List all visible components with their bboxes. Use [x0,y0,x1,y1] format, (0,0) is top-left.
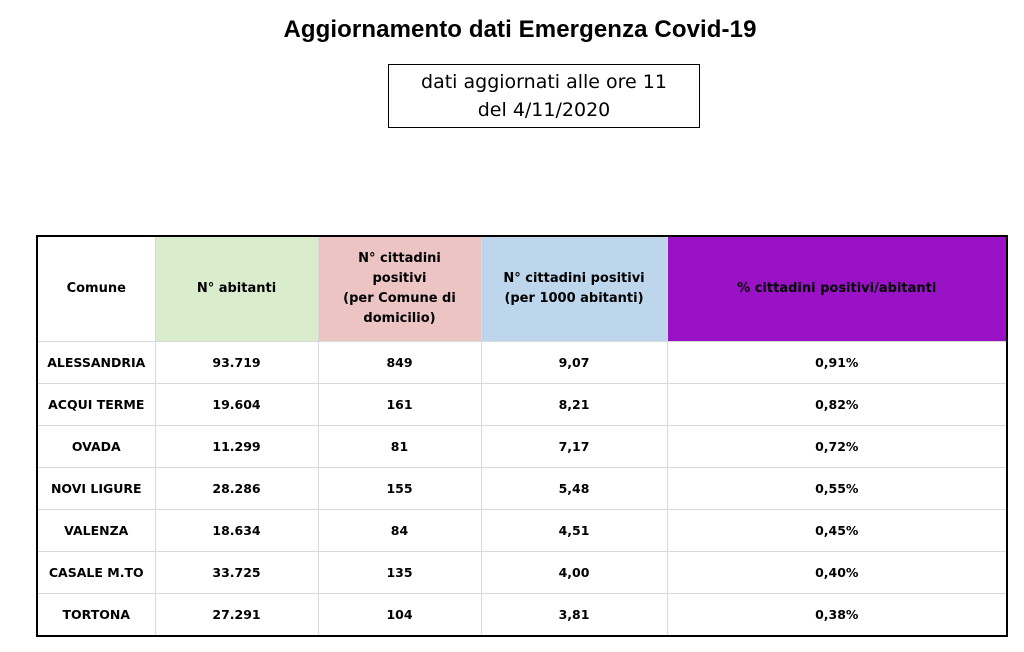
table-row [37,384,1007,426]
cell-per1000: 4,00 [481,552,667,594]
cell-abitanti: 19.604 [155,384,318,426]
table-row [37,342,1007,384]
cell-abitanti: 93.719 [155,342,318,384]
cell-abitanti: 11.299 [155,426,318,468]
update-time-line: dati aggiornati alle ore 11 [421,71,667,93]
cell-per1000: 7,17 [481,426,667,468]
cell-comune: OVADA [37,426,155,468]
header-positivi-line: domicilio) [363,311,436,326]
header-per1000 [481,236,667,342]
page-title: Aggiornamento dati Emergenza Covid-19 [283,16,757,43]
cell-percentuale: 0,38% [667,594,1007,637]
table-header-row [37,236,1007,342]
table-row [37,552,1007,594]
cell-comune: NOVI LIGURE [37,468,155,510]
cell-per1000: 5,48 [481,468,667,510]
table-row [37,426,1007,468]
cell-comune: ACQUI TERME [37,384,155,426]
header-abitanti: N° abitanti [155,236,318,342]
cell-percentuale: 0,55% [667,468,1007,510]
cell-abitanti: 18.634 [155,510,318,552]
cell-percentuale: 0,72% [667,426,1007,468]
cell-comune: VALENZA [37,510,155,552]
cell-positivi: 155 [318,468,481,510]
update-info-box [388,64,700,128]
cell-per1000: 8,21 [481,384,667,426]
table-row [37,594,1007,637]
cell-percentuale: 0,91% [667,342,1007,384]
header-per1000-line: (per 1000 abitanti) [504,291,644,306]
cell-percentuale: 0,40% [667,552,1007,594]
cell-comune: TORTONA [37,594,155,637]
cell-positivi: 161 [318,384,481,426]
cell-positivi: 135 [318,552,481,594]
header-positivi-line: N° cittadini [358,251,441,266]
cell-positivi: 104 [318,594,481,637]
header-comune: Comune [37,236,155,342]
table-row [37,510,1007,552]
cell-positivi: 81 [318,426,481,468]
header-positivi-line: (per Comune di [343,291,456,306]
cell-positivi: 849 [318,342,481,384]
cell-per1000: 9,07 [481,342,667,384]
header-percentuale: % cittadini positivi/abitanti [667,236,1007,342]
update-date-line: del 4/11/2020 [477,99,611,121]
header-positivi [318,236,481,342]
cell-abitanti: 33.725 [155,552,318,594]
table-row [37,468,1007,510]
cell-comune: ALESSANDRIA [37,342,155,384]
cell-percentuale: 0,45% [667,510,1007,552]
header-positivi-line: positivi [372,271,427,286]
cell-abitanti: 27.291 [155,594,318,637]
cell-positivi: 84 [318,510,481,552]
cell-comune: CASALE M.TO [37,552,155,594]
cell-per1000: 3,81 [481,594,667,637]
cell-per1000: 4,51 [481,510,667,552]
cell-percentuale: 0,82% [667,384,1007,426]
header-per1000-line: N° cittadini positivi [503,271,645,286]
cell-abitanti: 28.286 [155,468,318,510]
covid-data-table [36,235,1008,637]
